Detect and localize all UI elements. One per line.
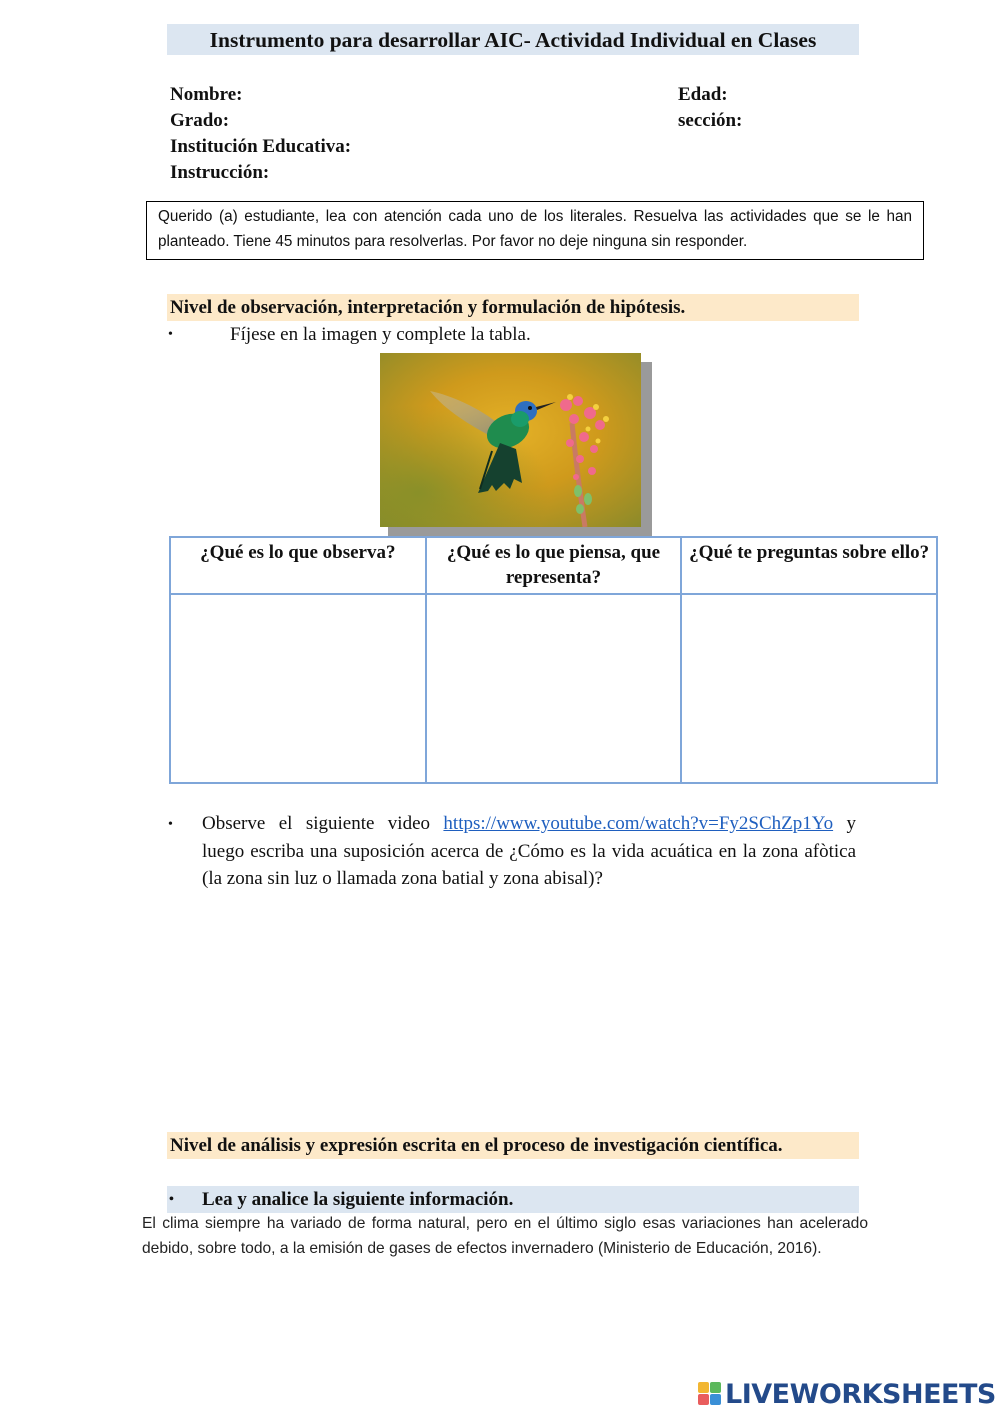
answer-cell-question[interactable] (681, 594, 937, 783)
liveworksheets-wordmark: LIVEWORKSHEETS (725, 1378, 996, 1410)
grado-label: Grado: (170, 110, 230, 131)
nombre-label: Nombre: (170, 84, 243, 105)
instruction-box: Querido (a) estudiante, lea con atención cada uno de los literales. Resuelva las actividades que se le han planteado. Tiene 45 minutos para resolverlas. Por favor no deje ninguna sin responder. (146, 201, 924, 260)
bullet-observe-image: Fíjese en la imagen y complete la tabla. (230, 324, 531, 345)
video-text-before: Observe el siguiente video (202, 813, 444, 834)
bullet-video-paragraph (202, 810, 856, 893)
hummingbird-photo (380, 353, 641, 527)
institucion-label: Institución Educativa: (170, 136, 352, 157)
page-title: Instrumento para desarrollar AIC- Actividad Individual en Clases (209, 28, 817, 52)
observation-table (169, 536, 938, 784)
edad-label: Edad: (678, 84, 728, 105)
bullet-icon: • (169, 1192, 174, 1207)
bullet-icon: • (168, 327, 173, 342)
instruccion-label: Instrucción: (170, 162, 270, 183)
table-header-observe: ¿Qué es lo que observa? (170, 537, 426, 594)
liveworksheets-icon (698, 1382, 722, 1406)
answer-cell-observe[interactable] (170, 594, 426, 783)
section-observation-heading: Nivel de observación, interpretación y formulación de hipótesis. (167, 294, 859, 321)
bullet-icon: • (168, 817, 173, 832)
table-header-think: ¿Qué es lo que piensa, que representa? (426, 537, 682, 594)
table-header-question: ¿Qué te preguntas sobre ello? (681, 537, 937, 594)
seccion-label: sección: (678, 110, 743, 131)
read-analyze-label: Lea y analice la siguiente información. (202, 1189, 514, 1210)
section-analysis-heading: Nivel de análisis y expresión escrita en el proceso de investigación científica. (167, 1132, 859, 1159)
answer-cell-think[interactable] (426, 594, 682, 783)
video-text-after: y luego escriba una suposición acerca de ¿Cómo es la vida acuática en la zona afòtica (la zona sin luz o llamada zona batial y zona abisal)? (202, 813, 856, 889)
read-analyze-bar (167, 1186, 859, 1213)
video-link[interactable]: https://www.youtube.com/watch?v=Fy2SChZp1Yo (443, 813, 834, 834)
climate-info-paragraph: El clima siempre ha variado de forma natural, pero en el último siglo esas variaciones han acelerado debido, sobre todo, a la emisión de gases de efectos invernadero (Ministerio de Educación, 2016). (142, 1215, 868, 1257)
liveworksheets-logo (698, 1377, 996, 1411)
